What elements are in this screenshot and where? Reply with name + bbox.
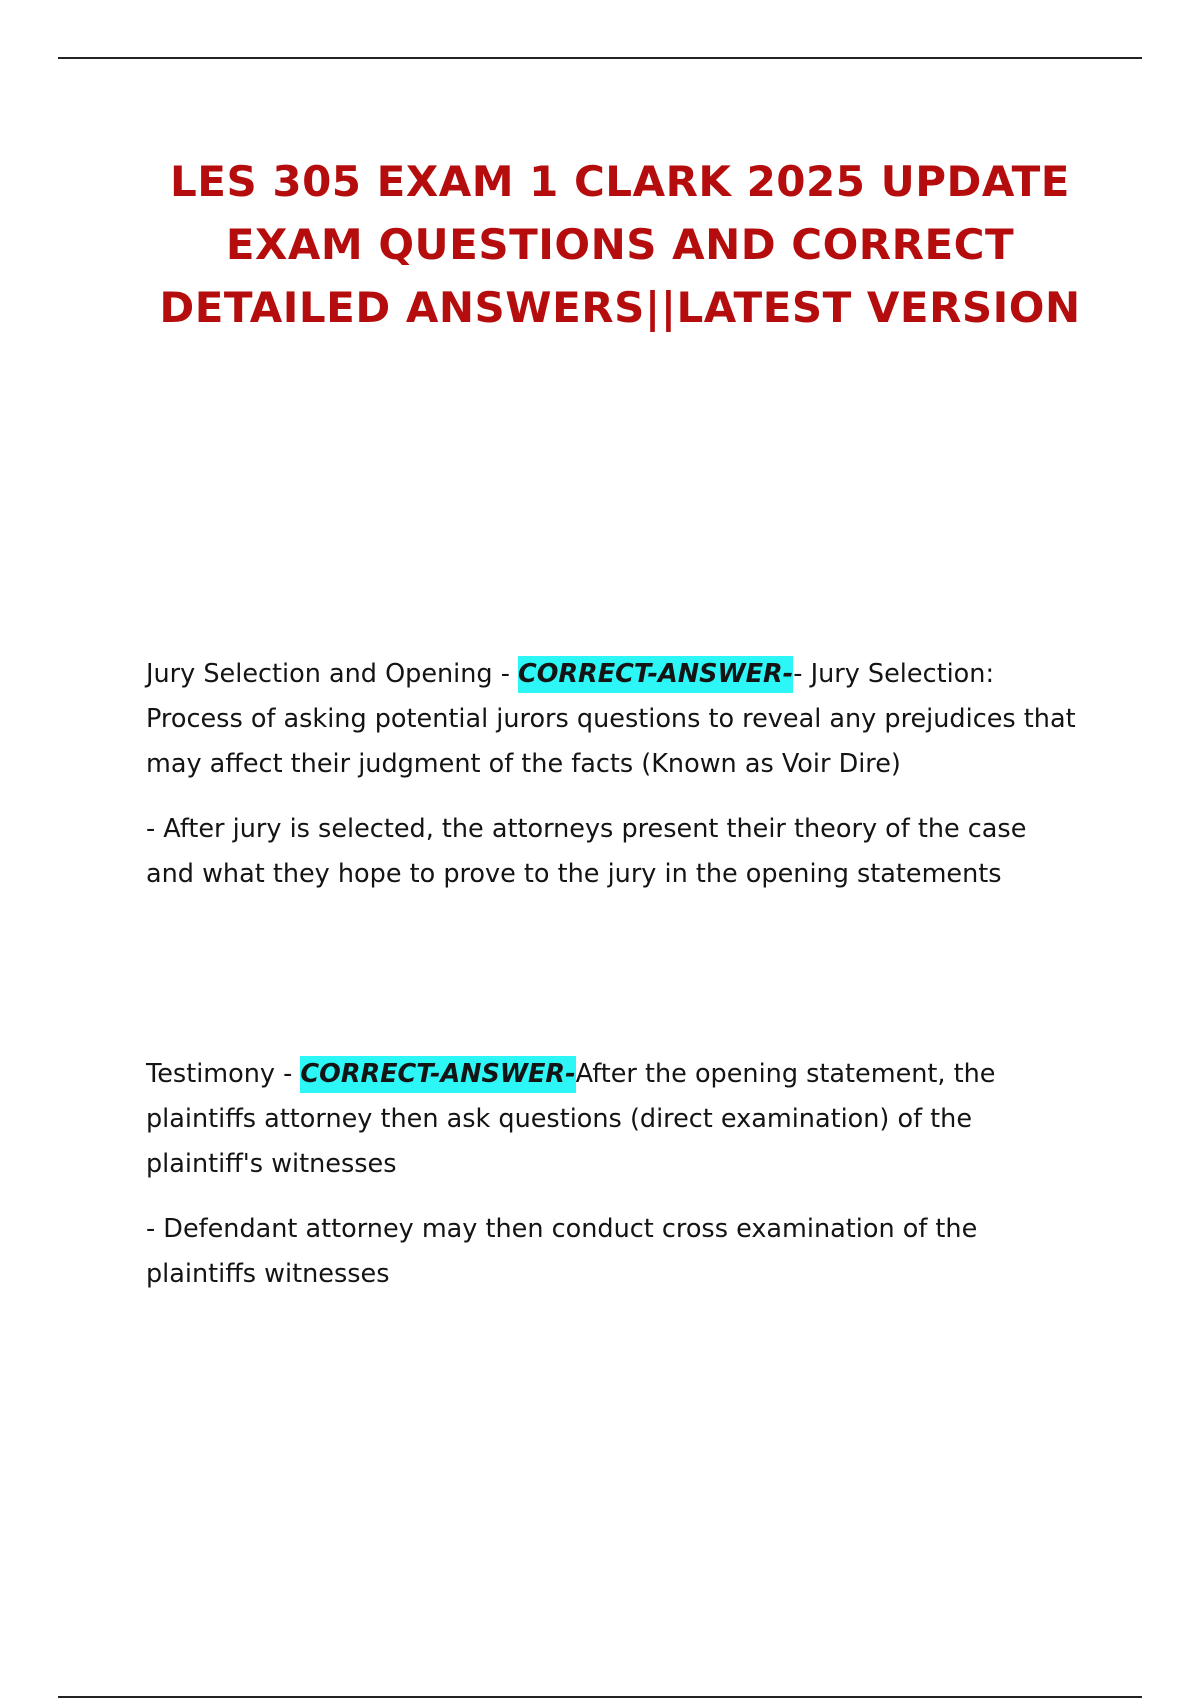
answer-text: After the opening statement, the plaintiffs attorney then ask questions (direct examination) of the plaintiff's witnesses [146,1059,996,1179]
qa-item-jury-selection [146,652,1076,917]
question-label: Jury Selection and Opening [146,659,493,689]
correct-answer-tag: CORRECT-ANSWER- [518,656,793,693]
qa-second-paragraph: - After jury is selected, the attorneys present their theory of the case and what they hope to prove to the jury in the opening statements [146,814,1027,889]
answer-text: - Jury Selection: Process of asking potential jurors questions to reveal any prejudices that may affect their judgment of the facts (Known as Voir Dire) [146,659,1076,779]
qa-second-paragraph: - Defendant attorney may then conduct cross examination of the plaintiffs witnesses [146,1214,978,1289]
separator: - [275,1059,301,1089]
separator: - [492,659,519,689]
qa-first-paragraph [146,652,1076,787]
qa-item-testimony [146,1052,1076,1317]
top-divider [58,57,1142,59]
correct-answer-tag: CORRECT-ANSWER- [300,1056,575,1093]
question-label: Testimony [146,1059,275,1089]
qa-first-paragraph [146,1052,1076,1187]
bottom-divider [58,1696,1142,1698]
document-title: LES 305 EXAM 1 CLARK 2025 UPDATE EXAM QUESTIONS AND CORRECT DETAILED ANSWERS||LATEST VERSION [159,157,1081,332]
